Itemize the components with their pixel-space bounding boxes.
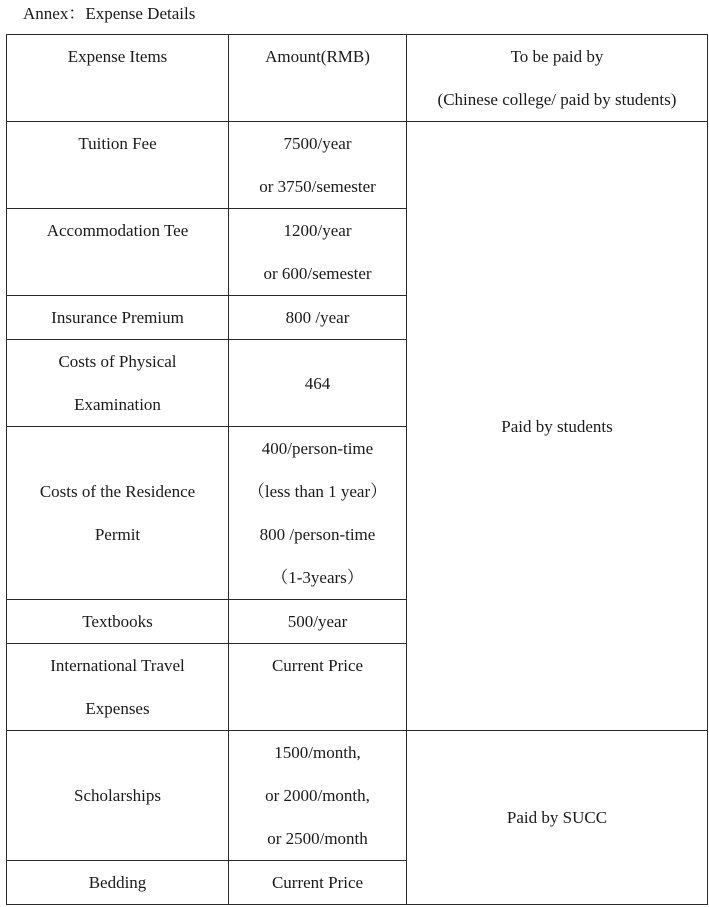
paid-by-succ-cell [407, 731, 708, 905]
amount-cell [229, 427, 407, 600]
header-expense-items-label: Expense Items [67, 47, 168, 66]
amount-text: 7500/year [283, 134, 352, 153]
amount-text: 800 /person-time [259, 525, 376, 544]
expense-item-cell [7, 731, 229, 861]
header-amount [229, 35, 407, 122]
paid-by-succ-text: Paid by SUCC [506, 808, 608, 827]
header-amount-label: Amount(RMB) [265, 47, 370, 66]
amount-text: or 600/semester [263, 264, 372, 283]
amount-text: 500/year [287, 612, 348, 631]
amount-text: or 3750/semester [259, 177, 376, 196]
document-title: Annex：Expense Details [23, 4, 196, 23]
amount-cell [229, 122, 407, 209]
expense-item-text: Permit [94, 525, 141, 544]
amount-cell [229, 861, 407, 905]
expense-item-cell [7, 600, 229, 644]
expense-item-text: Textbooks [82, 612, 153, 631]
amount-cell [229, 731, 407, 861]
table-row [7, 731, 708, 861]
table-row [7, 122, 708, 209]
amount-cell [229, 644, 407, 731]
expense-item-cell [7, 296, 229, 340]
header-paid-by [407, 35, 708, 122]
expense-item-text: International Travel [50, 656, 185, 675]
expense-item-cell [7, 861, 229, 905]
amount-text: 1500/month, [274, 743, 361, 762]
amount-text: （less than 1 year） [247, 482, 388, 501]
expense-item-cell [7, 209, 229, 296]
expense-item-text: Accommodation Tee [46, 221, 189, 240]
header-paid-by-line2: (Chinese college/ paid by students) [437, 90, 677, 109]
amount-text: or 2500/month [267, 829, 368, 848]
expense-item-text: Examination [74, 395, 161, 414]
expense-item-text: Costs of the Residence [39, 482, 196, 501]
amount-text: 1200/year [283, 221, 352, 240]
amount-text: Current Price [271, 873, 364, 892]
amount-text: 400/person-time [261, 439, 374, 458]
header-expense-items [7, 35, 229, 122]
amount-cell [229, 340, 407, 427]
expense-item-cell [7, 427, 229, 600]
amount-cell [229, 296, 407, 340]
header-row [7, 35, 708, 122]
expense-item-text: Expenses [85, 699, 150, 718]
amount-text: 464 [304, 373, 331, 393]
amount-cell [229, 600, 407, 644]
expense-item-text: Bedding [88, 873, 147, 892]
amount-cell [229, 209, 407, 296]
paid-by-students-text: Paid by students [501, 416, 613, 436]
expense-item-cell [7, 644, 229, 731]
paid-by-students-cell [407, 122, 708, 731]
amount-text: or 2000/month, [265, 786, 370, 805]
amount-text: （1-3years） [271, 568, 364, 587]
header-paid-by-line1: To be paid by [510, 47, 604, 66]
expense-item-text: Scholarships [74, 786, 161, 805]
expense-item-cell [7, 340, 229, 427]
expense-item-text: Costs of Physical [58, 352, 177, 371]
expense-item-cell [7, 122, 229, 209]
amount-text: Current Price [271, 656, 364, 675]
amount-text: 800 /year [285, 308, 350, 327]
expense-item-text: Insurance Premium [51, 308, 184, 327]
expense-table [6, 34, 708, 905]
expense-item-text: Tuition Fee [78, 134, 157, 153]
